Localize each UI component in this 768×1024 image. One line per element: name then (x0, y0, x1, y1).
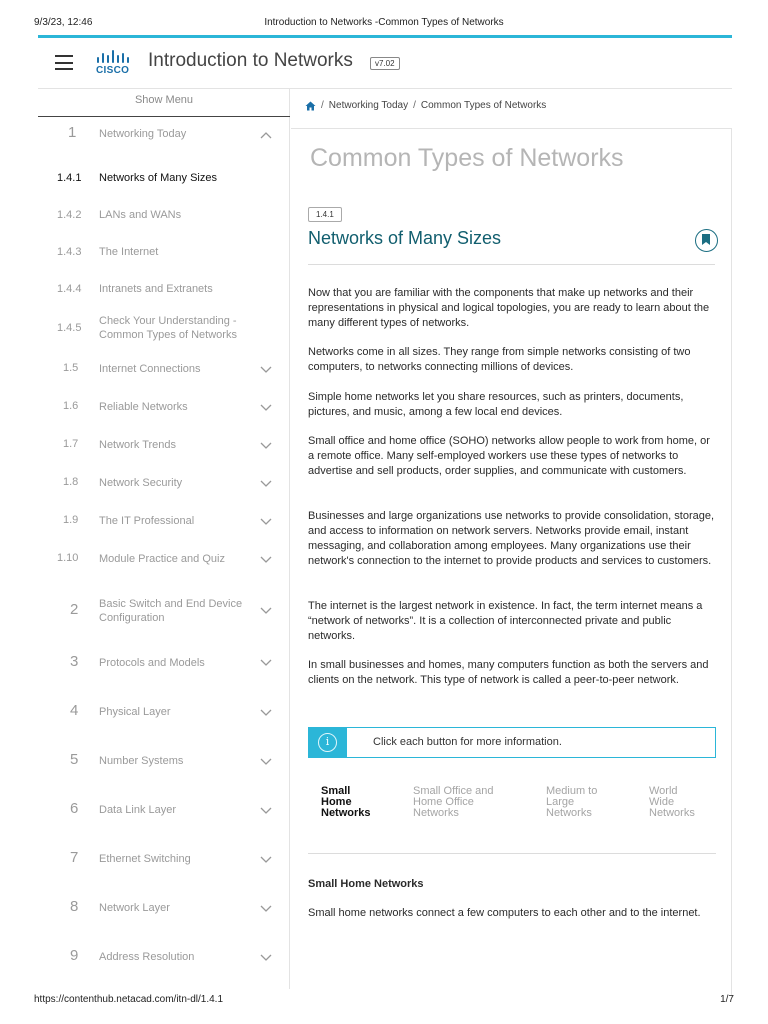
show-menu-button[interactable]: Show Menu (38, 89, 290, 117)
sidebar-item-label: Internet Connections (99, 363, 201, 375)
chevron-down-icon[interactable] (260, 404, 272, 412)
module-number: 6 (70, 800, 79, 817)
tab-small-home-networks[interactable] (321, 786, 371, 819)
sidebar-item-module-practice-and-quiz[interactable] (38, 552, 290, 568)
bookmark-icon (701, 234, 711, 245)
paragraph: The internet is the largest network in existence. In fact, the term internet means a “network of networks”. It is a collection of interconnected private and public networks. (308, 600, 703, 642)
sidebar-item-label: Intranets and Extranets (99, 283, 213, 295)
module-number: 7 (70, 849, 79, 866)
sidebar-item-label: Module Practice and Quiz (99, 553, 225, 565)
sidebar-item-label: Physical Layer (99, 706, 171, 718)
tab-label-line: Wide (649, 796, 675, 808)
topic-number: 1.9 (63, 514, 79, 526)
chevron-down-icon[interactable] (260, 807, 272, 815)
chevron-down-icon[interactable] (260, 442, 272, 450)
info-text: Click each button for more information. (373, 736, 562, 748)
paragraph: Businesses and large organizations use networks to provide consolidation, storage, and access to information on network servers. Networks provide email, instant messaging, and collaboration among employees. Many organizations use their network's connection to the internet to provide products and services to customers. (308, 510, 715, 567)
module-number: 5 (70, 751, 79, 768)
breadcrumb-link[interactable]: Networking Today (328, 100, 409, 111)
print-page-number: 1/7 (720, 994, 734, 1005)
tab-label-line: Home Office (413, 796, 474, 808)
sidebar-item-label: Network Trends (99, 439, 177, 451)
tab-medium-to-large-networks[interactable] (546, 786, 597, 819)
tab-small-office-home-office-networks[interactable] (413, 786, 494, 819)
cisco-wordmark: CISCO (96, 65, 130, 76)
topic-number: 1.5 (63, 362, 79, 374)
sidebar-item-label: Networks of Many Sizes (99, 172, 217, 184)
sidebar-item-module-6[interactable] (38, 800, 290, 820)
module-number: 3 (70, 653, 79, 670)
chevron-down-icon[interactable] (260, 607, 272, 615)
topic-number: 1.4.3 (57, 246, 82, 258)
breadcrumb (305, 100, 546, 111)
home-icon[interactable] (305, 101, 316, 111)
tab-panel-heading: Small Home Networks (308, 878, 424, 890)
sidebar (38, 89, 290, 989)
info-callout (308, 727, 716, 758)
info-icon: i (318, 733, 337, 752)
sidebar-item-networking-today[interactable] (38, 124, 290, 146)
tab-divider (308, 853, 716, 854)
section-number-badge: 1.4.1 (308, 207, 342, 222)
sidebar-item-label: LANs and WANs (99, 209, 182, 221)
sidebar-item-check-your-understanding[interactable] (38, 314, 290, 344)
sidebar-item-the-internet[interactable] (38, 245, 290, 261)
sidebar-item-module-3[interactable] (38, 653, 290, 673)
topic-number: 1.4.4 (57, 283, 82, 295)
paragraph: Small office and home office (SOHO) networks allow people to work from home, or a remote office. Many self-employed workers use these types of networks to advertise and sell products, order supplies, and communicate with customers. (308, 435, 710, 477)
module-number: 8 (70, 898, 79, 915)
tab-label-line: Home (321, 796, 352, 808)
sidebar-item-label: Reliable Networks (99, 401, 188, 413)
chevron-down-icon[interactable] (260, 366, 272, 374)
sidebar-item-network-security[interactable] (38, 476, 290, 492)
sidebar-item-intranets-and-extranets[interactable] (38, 282, 290, 298)
content-panel (291, 128, 732, 998)
topic-number: 1.4.2 (57, 209, 82, 221)
sidebar-item-label: Address Resolution (99, 951, 195, 963)
sidebar-item-the-it-professional[interactable] (38, 514, 290, 530)
print-date: 9/3/23, 12:46 (34, 17, 93, 28)
title-divider (308, 264, 715, 265)
sidebar-item-label: Network Security (99, 477, 183, 489)
topic-number: 1.4.5 (57, 322, 82, 334)
module-number: 2 (70, 601, 79, 618)
sidebar-item-module-9[interactable] (38, 947, 290, 967)
topic-number: 1.4.1 (57, 172, 82, 184)
sidebar-item-lans-and-wans[interactable] (38, 208, 290, 224)
paragraph: In small businesses and homes, many computers function as both the servers and clients on the network. This type of network is called a peer-to-peer network. (308, 659, 709, 686)
main-content (291, 89, 732, 989)
sidebar-item-networks-of-many-sizes[interactable] (38, 171, 290, 187)
topic-number: 1.6 (63, 400, 79, 412)
tab-label-line: Networks (546, 807, 592, 819)
sidebar-item-module-7[interactable] (38, 849, 290, 869)
tab-label-line: Large (546, 796, 575, 808)
sidebar-item-label: Ethernet Switching (99, 853, 191, 865)
chevron-down-icon[interactable] (260, 518, 272, 526)
topic-number: 1.10 (57, 552, 79, 564)
sidebar-item-reliable-networks[interactable] (38, 400, 290, 416)
chevron-down-icon[interactable] (260, 709, 272, 717)
tab-panel-text: Small home networks connect a few computers to each other and to the internet. (308, 907, 701, 919)
page-title: Common Types of Networks (310, 144, 624, 172)
paragraph: Now that you are familiar with the components that make up networks and their representations in physical and logical topologies, you are ready to learn about the many different types of networks. (308, 287, 710, 329)
breadcrumb-separator: / (413, 100, 416, 111)
sidebar-item-label: Network Layer (99, 902, 170, 914)
breadcrumb-separator: / (321, 100, 324, 111)
sidebar-item-label: Networking Today (99, 128, 187, 140)
module-number: 4 (70, 702, 79, 719)
sidebar-item-module-4[interactable] (38, 702, 290, 722)
chevron-up-icon[interactable] (260, 131, 272, 139)
print-url: https://contenthub.netacad.com/itn-dl/1.4.1 (34, 994, 224, 1005)
tab-label-line: Networks (413, 807, 459, 819)
app-title: Introduction to Networks (148, 50, 353, 71)
sidebar-item-internet-connections[interactable] (38, 362, 290, 378)
app-header (38, 35, 732, 89)
tab-label-line: Small (321, 785, 351, 797)
chevron-down-icon[interactable] (260, 954, 272, 962)
version-badge: v7.02 (370, 57, 400, 70)
tab-label-line: Networks (321, 807, 371, 819)
module-number: 1 (68, 124, 77, 141)
breadcrumb-current[interactable]: Common Types of Networks (420, 100, 547, 111)
chevron-down-icon[interactable] (260, 856, 272, 864)
topic-number: 1.7 (63, 438, 79, 450)
chevron-down-icon[interactable] (260, 659, 272, 667)
sidebar-item-network-trends[interactable] (38, 438, 290, 454)
paragraph: Networks come in all sizes. They range from simple networks consisting of two computers, to networks connecting millions of devices. (308, 346, 691, 373)
module-number: 9 (70, 947, 79, 964)
chevron-down-icon[interactable] (260, 556, 272, 564)
sidebar-item-module-2[interactable] (38, 596, 290, 626)
sidebar-item-label: Check Your Understanding - Common Types of Networks (99, 315, 237, 341)
tab-label-line: Small Office and (413, 785, 494, 797)
tab-label-line: World (649, 785, 678, 797)
tab-label-line: Networks (649, 807, 695, 819)
tab-world-wide-networks[interactable] (649, 786, 695, 819)
sidebar-item-label: Number Systems (99, 755, 184, 767)
sidebar-item-label: The Internet (99, 246, 159, 258)
chevron-down-icon[interactable] (260, 758, 272, 766)
chevron-down-icon[interactable] (260, 480, 272, 488)
topic-number: 1.8 (63, 476, 79, 488)
tab-label-line: Medium to (546, 785, 598, 797)
info-icon-panel (309, 728, 347, 757)
sidebar-item-label: The IT Professional (99, 515, 195, 527)
chevron-down-icon[interactable] (260, 905, 272, 913)
sidebar-item-module-8[interactable] (38, 898, 290, 918)
paragraph: Simple home networks let you share resources, such as printers, documents, pictures, and music, among a few local end devices. (308, 391, 684, 418)
sidebar-item-label: Data Link Layer (99, 804, 177, 816)
hamburger-menu-icon[interactable] (55, 55, 73, 70)
section-title: Networks of Many Sizes (308, 228, 502, 248)
sidebar-item-label: Protocols and Models (99, 657, 205, 669)
sidebar-item-module-5[interactable] (38, 751, 290, 771)
sidebar-item-label: Basic Switch and End Device Configuration (99, 598, 243, 624)
print-title: Introduction to Networks -Common Types of Networks (264, 17, 504, 28)
bookmark-button[interactable] (695, 229, 718, 252)
